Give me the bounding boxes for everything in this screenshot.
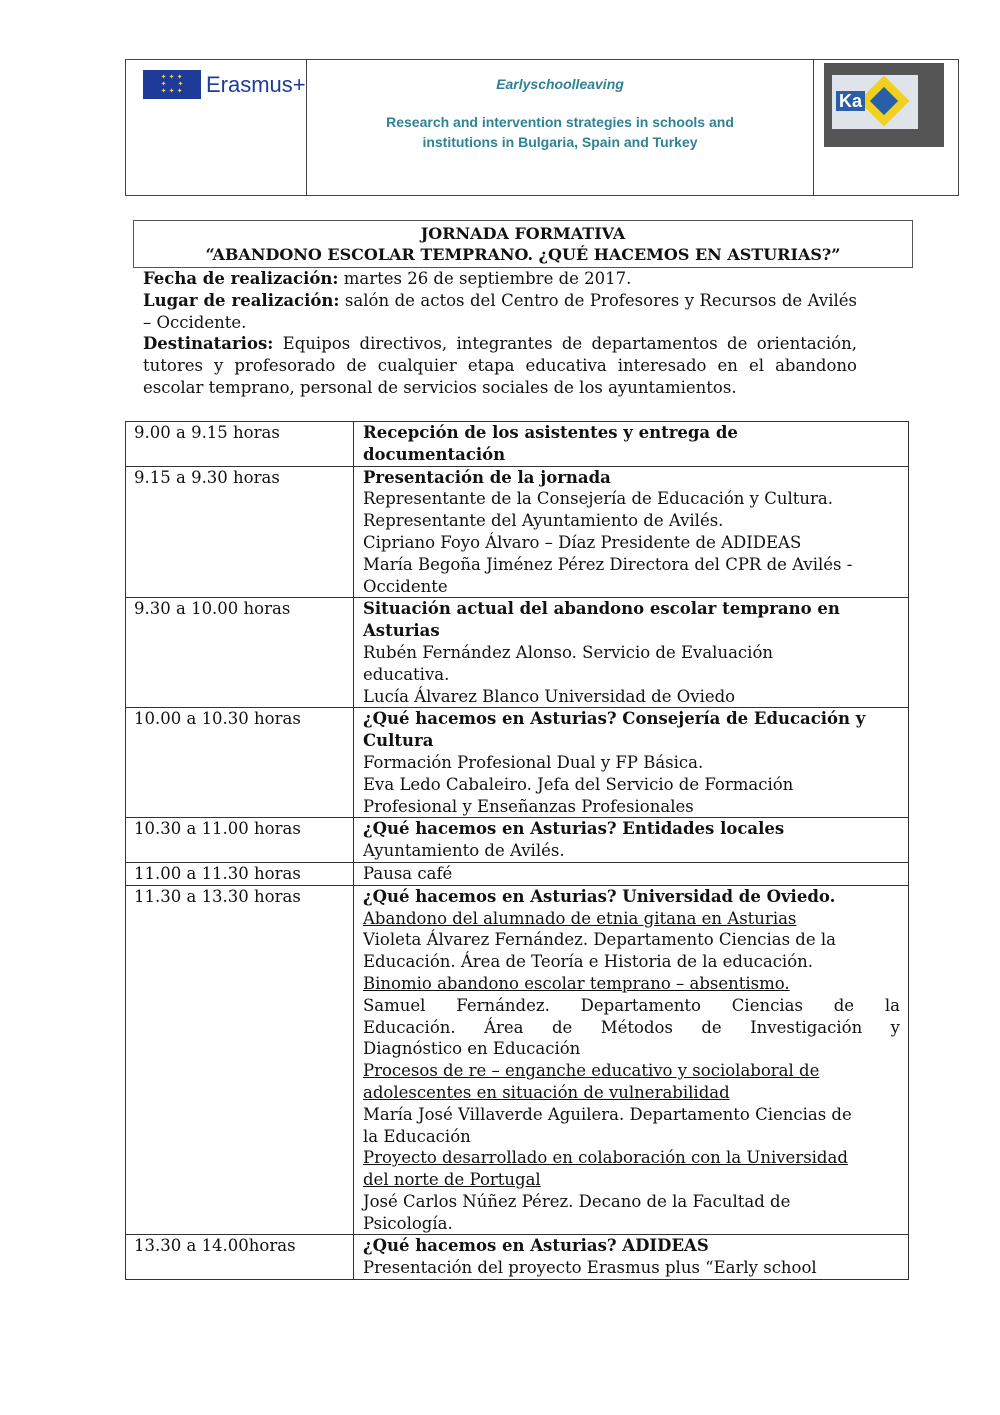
- session-detail: Presentación del proyecto Erasmus plus “Early school: [363, 1258, 817, 1278]
- session-detail: la Educación: [363, 1126, 471, 1146]
- eu-stars-icon: ✦ ✦ ✦ ✦ ✦ ✦ ✦ ✦: [160, 73, 184, 95]
- schedule-time: 9.00 a 9.15 horas: [126, 422, 354, 467]
- session-detail: Educación. Área de Métodos de Investigación y: [363, 1017, 900, 1037]
- schedule-time: 10.30 a 11.00 horas: [126, 818, 354, 863]
- session-title: ¿Qué hacemos en Asturias? Entidades locales: [363, 819, 785, 839]
- session-title: Recepción de los asistentes y entrega de: [363, 423, 738, 442]
- schedule-row: [126, 708, 909, 818]
- session-detail: Cipriano Foyo Álvaro – Díaz Presidente de ADIDEAS: [363, 532, 802, 552]
- session-title: Situación actual del abandono escolar temprano en: [363, 599, 840, 619]
- session-title: documentación: [363, 444, 506, 464]
- schedule-content: [354, 598, 909, 708]
- header-center-cell: [307, 60, 814, 195]
- session-detail: Representante de la Consejería de Educación y Cultura.: [363, 489, 834, 509]
- schedule-row: [126, 422, 909, 467]
- session-detail: Profesional y Enseñanzas Profesionales: [363, 796, 694, 816]
- lugar-paragraph: [143, 290, 857, 334]
- fecha-label: Fecha de realización:: [143, 269, 339, 288]
- document-header: [125, 59, 959, 196]
- session-detail: Representante del Ayuntamiento de Avilés.: [363, 511, 724, 531]
- session-detail: Educación. Área de Teoría e Historia de la educación.: [363, 952, 814, 972]
- destinatarios-value: Equipos directivos, integrantes de departamentos de orientación, tutores y profesorado de cualquier etapa educativa interesado en el abandono escolar temprano, personal de servicios sociales de los ayuntamientos.: [143, 334, 857, 397]
- erasmus-logo-text: Erasmus+: [206, 72, 306, 97]
- session-detail: Samuel Fernández. Departamento Ciencias de la: [363, 995, 900, 1015]
- session-detail: María Begoña Jiménez Pérez Directora del CPR de Avilés -: [363, 554, 853, 574]
- session-detail: Psicología.: [363, 1213, 453, 1233]
- schedule-content: [354, 885, 909, 1235]
- ka-puzzle-logo-icon: [824, 63, 944, 147]
- project-subtitle: [307, 112, 813, 152]
- fecha-paragraph: [143, 268, 857, 290]
- schedule-row: [126, 885, 909, 1235]
- session-detail: Diagnóstico en Educación: [363, 1039, 581, 1059]
- talk-title: Binomio abandono escolar temprano – absentismo.: [363, 973, 790, 993]
- schedule-time: 13.30 a 14.00horas: [126, 1235, 354, 1280]
- schedule-row: [126, 598, 909, 708]
- schedule-row: [126, 1235, 909, 1280]
- talk-title: del norte de Portugal: [363, 1170, 541, 1190]
- schedule-content: [354, 708, 909, 818]
- schedule-content: [354, 466, 909, 598]
- event-title-box: [133, 220, 913, 268]
- session-detail: Rubén Fernández Alonso. Servicio de Evaluación: [363, 642, 774, 662]
- schedule-time: 9.15 a 9.30 horas: [126, 466, 354, 598]
- session-detail: educativa.: [363, 664, 450, 684]
- project-title: Earlyschoolleaving: [496, 76, 624, 92]
- schedule-content: [354, 862, 909, 885]
- schedule-time: 10.00 a 10.30 horas: [126, 708, 354, 818]
- session-detail: José Carlos Núñez Pérez. Decano de la Facultad de: [363, 1191, 791, 1211]
- session-detail: Ayuntamiento de Avilés.: [363, 841, 565, 861]
- session-detail: Lucía Álvarez Blanco Universidad de Oviedo: [363, 686, 736, 706]
- session-title: Asturias: [363, 621, 440, 641]
- session-title: ¿Qué hacemos en Asturias? Consejería de Educación y: [363, 709, 866, 729]
- session-title: Cultura: [363, 731, 434, 751]
- session-detail: Occidente: [363, 576, 448, 596]
- header-left-cell: [126, 60, 307, 195]
- schedule-time: 11.30 a 13.30 horas: [126, 885, 354, 1235]
- destinatarios-paragraph: [143, 333, 857, 398]
- session-detail: Violeta Álvarez Fernández. Departamento Ciencias de la: [363, 930, 836, 950]
- session-title: Presentación de la jornada: [363, 467, 611, 487]
- lugar-label: Lugar de realización:: [143, 290, 340, 310]
- event-info: [143, 268, 857, 399]
- schedule-time: 11.00 a 11.30 horas: [126, 862, 354, 885]
- schedule-content: [354, 422, 909, 467]
- session-detail: María José Villaverde Aguilera. Departamento Ciencias de: [363, 1104, 852, 1124]
- session-title: ¿Qué hacemos en Asturias? ADIDEAS: [363, 1236, 709, 1256]
- event-title-line2: “ABANDONO ESCOLAR TEMPRANO. ¿QUÉ HACEMOS EN ASTURIAS?”: [205, 245, 841, 264]
- schedule-content: [354, 1235, 909, 1280]
- header-right-cell: [814, 60, 958, 195]
- talk-title: Proyecto desarrollado en colaboración con la Universidad: [363, 1148, 848, 1168]
- project-subtitle-line: Research and intervention strategies in schools and: [386, 114, 734, 130]
- schedule-row: [126, 862, 909, 885]
- fecha-value: martes 26 de septiembre de 2017.: [338, 269, 632, 288]
- talk-title: Procesos de re – enganche educativo y sociolaboral de: [363, 1061, 820, 1081]
- project-subtitle-line: institutions in Bulgaria, Spain and Turkey: [422, 134, 698, 150]
- schedule-row: [126, 466, 909, 598]
- schedule-time: 9.30 a 10.00 horas: [126, 598, 354, 708]
- session-title: ¿Qué hacemos en Asturias? Universidad de Oviedo.: [363, 886, 836, 906]
- session-detail: Eva Ledo Cabaleiro. Jefa del Servicio de Formación: [363, 774, 794, 794]
- ka-logo-text: Ka: [836, 91, 865, 111]
- talk-title: adolescentes en situación de vulnerabilidad: [363, 1082, 730, 1102]
- schedule-table: [125, 421, 909, 1280]
- destinatarios-label: Destinatarios:: [143, 334, 274, 354]
- schedule-row: [126, 818, 909, 863]
- session-detail: Pausa café: [363, 863, 453, 883]
- schedule-content: [354, 818, 909, 863]
- event-title-line1: JORNADA FORMATIVA: [420, 224, 626, 243]
- talk-title: Abandono del alumnado de etnia gitana en Asturias: [363, 908, 797, 928]
- lugar-value: salón de actos del Centro de Profesores y Recursos de Avilés – Occidente.: [143, 290, 857, 332]
- session-detail: Formación Profesional Dual y FP Básica.: [363, 752, 704, 772]
